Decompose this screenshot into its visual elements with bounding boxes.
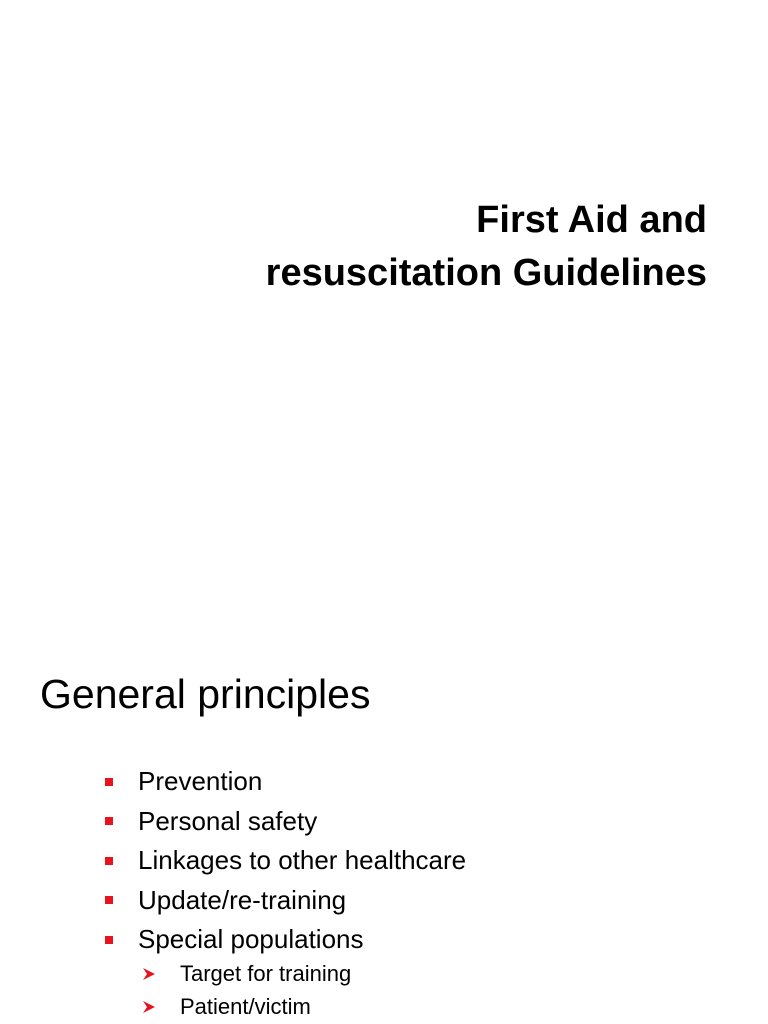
bullet-text: Linkages to other healthcare [138, 845, 467, 876]
arrow-bullet-icon [142, 967, 156, 981]
list-item [102, 762, 722, 802]
bullet-text: Prevention [138, 766, 263, 797]
sub-bullet-list [142, 957, 722, 1023]
sub-bullet-text: Target for training [180, 960, 352, 986]
bullet-text: Personal safety [138, 805, 318, 836]
list-item [142, 990, 722, 1023]
square-bullet-icon [105, 896, 113, 904]
section-heading: General principles [40, 671, 371, 717]
arrow-bullet-icon [142, 1000, 156, 1014]
slide-title-line: resuscitation Guidelines [265, 252, 707, 294]
list-item [142, 957, 722, 990]
list-item [102, 881, 722, 921]
slide-title-line: First Aid and [476, 199, 707, 241]
sub-bullet-text: Patient/victim [180, 993, 311, 1019]
square-bullet-icon [105, 857, 113, 865]
slide-title [67, 194, 707, 300]
bullet-text: Update/re-training [138, 884, 347, 915]
square-bullet-icon [105, 817, 113, 825]
square-bullet-icon [105, 936, 113, 944]
list-item [102, 841, 722, 881]
list-item [102, 802, 722, 842]
bullet-text: Special populations [138, 924, 364, 955]
square-bullet-icon [105, 778, 113, 786]
list-item [102, 920, 722, 960]
bullet-list [102, 762, 722, 960]
